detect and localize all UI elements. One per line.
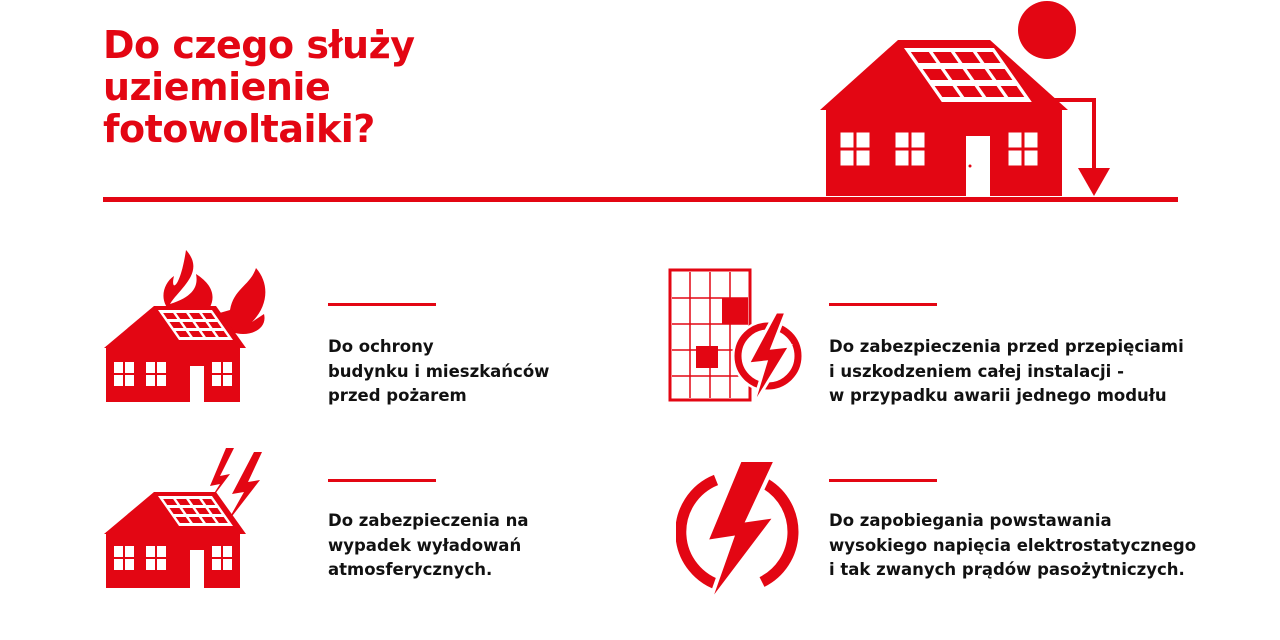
- house-grounding-illustration: [816, 0, 1196, 200]
- item-line: w przypadku awarii jednego modułu: [829, 386, 1167, 405]
- title-line: fotowoltaiki?: [103, 107, 375, 151]
- item-line: i uszkodzeniem całej instalacji -: [829, 361, 1124, 381]
- title-line: uziemienie: [103, 65, 331, 109]
- item-text-lightning: [328, 509, 529, 583]
- sun-icon: [1018, 1, 1076, 59]
- item-line: atmosferycznych.: [328, 560, 493, 579]
- item-line: Do zabezpieczenia przed przepięciami: [829, 337, 1184, 356]
- title-line: Do czego służy: [103, 23, 415, 67]
- item-line: wypadek wyładowań: [328, 535, 522, 555]
- item-rule: [829, 303, 937, 306]
- house-fire-icon: [100, 244, 272, 404]
- item-text-surge: [829, 335, 1184, 409]
- house-lightning-icon: [100, 446, 272, 590]
- item-text-fire: [328, 335, 549, 409]
- item-rule: [829, 479, 937, 482]
- item-line: przed pożarem: [328, 386, 467, 405]
- item-rule: [328, 479, 436, 482]
- down-arrow-icon: [1078, 168, 1110, 196]
- high-voltage-icon: [676, 458, 806, 608]
- item-line: Do ochrony: [328, 337, 434, 356]
- divider: [103, 197, 1178, 202]
- page-title: [103, 24, 415, 150]
- item-line: i tak zwanych prądów pasożytniczych.: [829, 560, 1185, 579]
- item-line: Do zabezpieczenia na: [328, 511, 529, 530]
- item-line: wysokiego napięcia elektrostatycznego: [829, 535, 1197, 555]
- item-line: Do zapobiegania powstawania: [829, 511, 1112, 530]
- item-text-voltage: [829, 509, 1196, 583]
- solar-panel-surge-icon: [668, 268, 808, 410]
- item-rule: [328, 303, 436, 306]
- item-line: budynku i mieszkańców: [328, 361, 550, 381]
